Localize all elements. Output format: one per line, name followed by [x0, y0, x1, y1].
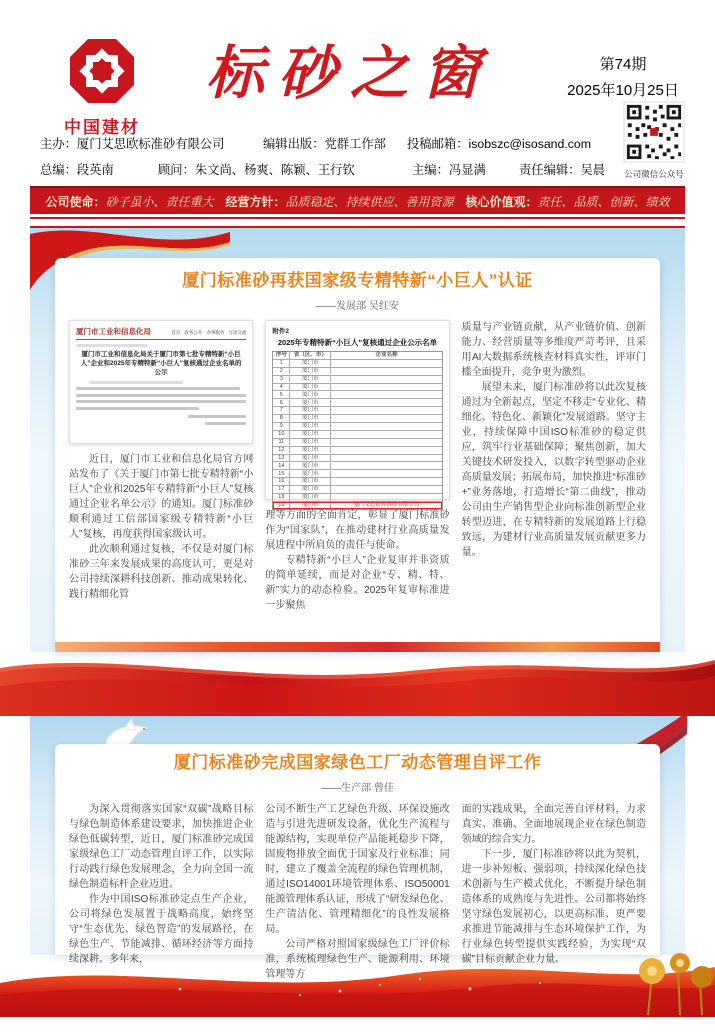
- row-region: 厦门市: [290, 384, 331, 391]
- cnbm-logo-icon: [67, 36, 137, 106]
- row-no: 15: [273, 471, 290, 478]
- row-no: 5: [273, 392, 290, 399]
- header-company: 企业名称: [375, 352, 398, 359]
- article1-paragraph: 近日，厦门市工业和信息化局官方网站发布了《关于厦门市第七批专精特新“小巨人”企业和2025年专精特新“小巨人”复核通过企业名单公示》的通知。厦门标准砂顺利通过工信部国家级专精特新“小巨人”复核，再度获得国家级认可。: [69, 454, 254, 540]
- mission-value: 砂子虽小、责任重大: [105, 194, 214, 209]
- row-region: 厦门市: [290, 502, 331, 509]
- gov-text-line: [76, 387, 240, 390]
- article2-card: [55, 744, 660, 980]
- table-row: [273, 391, 441, 399]
- article2-paragraph: 下一步，厦门标准砂将以此为契机，进一步补短板、强弱项，持续深化绿色技术创新与生产模式优化，不断提升绿色制造体系的成熟度与先进性。公司都将始终坚守绿色发展初心，以更高标准、更严要求推进节能减排与生态环境保护工作，为行业绿色转型提供实践经验，为实现“双碳”目标贡献企业力量。: [461, 849, 646, 965]
- article2-paragraph: 为深入贯彻落实国家“双碳”战略目标与绿色制造体系建设要求，加快推进企业绿色低碳转型，近日，厦门标准砂完成国家级绿色工厂动态管理自评工作，以实际行动践行绿色发展理念，全力向全国一流绿色制造标杆企业迈进。: [69, 804, 254, 890]
- table-row: [273, 486, 441, 494]
- table-row: [273, 415, 441, 423]
- gov-site-name: 厦门市工业和信息化局: [76, 327, 151, 336]
- table-row: [273, 360, 441, 368]
- row-region: 厦门市: [290, 439, 331, 446]
- article1-paragraph: 理等方面的全面肯定，彰显了厦门标准砂作为“国家队”，在推动建材行业高质量发展进程中所肩负的责任与使命。: [265, 510, 450, 551]
- issue-number: 第74期: [599, 56, 647, 73]
- article1-title: 厦门标准砂再获国家级专精特新“小巨人”认证: [182, 271, 533, 290]
- table-row: [273, 494, 441, 502]
- article1-columns: [69, 320, 646, 613]
- row-region: 厦门市: [290, 360, 331, 367]
- gov-nav-interaction: 互动交流: [228, 330, 247, 335]
- article1-byline: ——发展部 吴红安: [316, 301, 399, 312]
- gov-nav-disclosure: 政务公开: [184, 330, 203, 335]
- bottom-red-wave-graphic: [0, 955, 715, 1017]
- row-no: 9: [273, 423, 290, 430]
- row-no: 12: [273, 447, 290, 454]
- policy-item: [225, 193, 453, 210]
- article1-col2: [265, 320, 449, 613]
- article2-paragraph: 作为中国ISO标准砂定点生产企业，公司将绿色发展置于战略高度，始终坚守“生态优先、绿色智造”的发展路径，在绿色生产、节能减排、循环经济等方面持续深耕。多年来，: [69, 894, 254, 965]
- table-row: [273, 470, 441, 478]
- article2-byline: ——生产部 曾佳: [321, 783, 394, 794]
- table-row: [273, 502, 441, 509]
- company-values-banner: [30, 186, 685, 214]
- row-region: 厦门市: [290, 447, 331, 454]
- wechat-qr: [621, 102, 687, 180]
- table-row: [273, 384, 441, 392]
- table-row: [273, 447, 441, 455]
- article1-paragraph: 此次顺利通过复核，不仅是对厦门标准砂三年来发展成果的高度认可，更是对公司持续深耕科技创新、推动成果转化、践行精细化管: [69, 544, 254, 600]
- double-rule-divider: [30, 217, 685, 228]
- masthead: [0, 0, 715, 186]
- row-no: 1: [273, 360, 290, 367]
- red-silk-ribbon-divider: [0, 652, 715, 716]
- masthead-info-editor: 主编：冯显满: [412, 163, 486, 177]
- row-region: 厦门市: [290, 368, 331, 375]
- row-company: 厦门艾思欧标准砂有限公司: [353, 502, 420, 509]
- row-no: 3: [273, 376, 290, 383]
- gov-nav-home: 首页: [171, 330, 181, 335]
- table-header-row: [273, 352, 441, 360]
- table-row: [273, 431, 441, 439]
- core-values-label: 核心价值观：: [465, 194, 538, 209]
- row-no: 2: [273, 368, 290, 375]
- article2-section: [30, 716, 685, 980]
- row-region: 厦门市: [290, 463, 331, 470]
- row-no: 4: [273, 384, 290, 391]
- mission-label: 公司使命：: [45, 194, 106, 209]
- article1-paragraph: 质量与产业链贡献，从产业链价值、创新能力、经营质量等多维度严苛考评，且采用AI大数据系统核查材料真实性，评审门槛全面提升，竞争更为激烈。: [461, 322, 646, 378]
- gov-site-nav: [171, 330, 246, 336]
- row-no: 16: [273, 478, 290, 485]
- gov-text-line: [76, 400, 246, 403]
- gov-website-screenshot: [69, 320, 253, 444]
- qr-code-icon: [624, 102, 684, 162]
- newsletter-title: 标砂之窗: [205, 39, 494, 107]
- cnbm-logo: [60, 36, 144, 138]
- logo-text: 中国建材: [64, 118, 140, 137]
- row-region: 厦门市: [290, 392, 331, 399]
- row-region: 厦门市: [290, 455, 331, 462]
- qr-caption: 公司微信公众号: [624, 169, 684, 179]
- gov-text-line: [76, 394, 246, 397]
- row-no: 10: [273, 431, 290, 438]
- gov-nav-services: 办事服务: [206, 330, 225, 335]
- core-values-value: 责任、品质、创新、绩效: [537, 194, 670, 209]
- policy-value: 品质稳定、持续供应、善用资源: [285, 194, 454, 209]
- company-list-table-image: [265, 320, 449, 509]
- row-region: 厦门市: [290, 415, 331, 422]
- company-table: [272, 351, 442, 510]
- row-region: 厦门市: [290, 423, 331, 430]
- masthead-info-chief-editor: 总编：段英南: [40, 163, 114, 177]
- row-no: 8: [273, 415, 290, 422]
- table-title: 2025年专精特新“小巨人”复核通过企业公示名单: [277, 338, 438, 347]
- policy-label: 经营方针：: [225, 194, 286, 209]
- gov-notice-title: 厦门市工业和信息化局关于厦门市第七批专精特新“小巨人”企业和2025年专精特新“小巨人”复核通过企业名单的公示: [80, 351, 242, 376]
- row-region: 厦门市: [290, 494, 331, 501]
- table-row: [273, 455, 441, 463]
- row-no: 14: [273, 463, 290, 470]
- article1-col3: [462, 320, 646, 613]
- gov-text-line: [76, 407, 199, 410]
- row-region: 厦门市: [290, 431, 331, 438]
- gov-signature-line: [188, 415, 246, 418]
- row-region: 厦门市: [290, 400, 331, 407]
- table-row: [273, 478, 441, 486]
- row-region: 厦门市: [290, 407, 331, 414]
- table-row: [273, 423, 441, 431]
- row-no: 19: [273, 502, 290, 509]
- article1-paragraph: 专精特新“小巨人”企业复审并非资质的简单延续，而是对企业“专、精、特、新”实力的动态检验。2025年复审标准进一步聚焦: [265, 555, 450, 611]
- table-row: [273, 439, 441, 447]
- row-no: 6: [273, 400, 290, 407]
- table-row: [273, 368, 441, 376]
- article1-card: [55, 258, 660, 652]
- issue-info: [548, 52, 698, 105]
- row-no: 11: [273, 439, 290, 446]
- mission-item: [45, 193, 213, 210]
- article1-section: [30, 228, 685, 652]
- attachment-label: 附件2: [272, 328, 289, 335]
- article2-title: 厦门标准砂完成国家绿色工厂动态管理自评工作: [173, 753, 542, 772]
- header-no: 序号: [273, 352, 290, 359]
- table-row: [273, 399, 441, 407]
- row-no: 18: [273, 494, 290, 501]
- core-values-item: [466, 193, 670, 210]
- article1-col1: [69, 320, 253, 613]
- masthead-info-advisors: 顾问：朱文尚、杨爽、陈颖、王行钦: [158, 163, 355, 177]
- table-row: [273, 376, 441, 384]
- row-region: 厦门市: [290, 376, 331, 383]
- masthead-info-duty-editor: 责任编辑：吴晨: [519, 163, 606, 177]
- table-row: [273, 407, 441, 415]
- skyline-graphic: [55, 642, 660, 652]
- article2-paragraph: 公司严格对照国家级绿色工厂评价标准，系统梳理绿色生产、能源利用、环境管理等方: [265, 939, 450, 980]
- issue-date: 2025年10月25日: [567, 82, 679, 100]
- masthead-info-publisher: 编辑出版：党群工作部: [263, 137, 386, 151]
- article2-paragraph: 面的实践成果，全面完善自评材料，力求真实、准确、全面地展现企业在绿色制造领域的综合实力。: [461, 804, 646, 845]
- gov-signature-placeholder: [76, 414, 246, 427]
- row-no: 7: [273, 407, 290, 414]
- row-no: 17: [273, 486, 290, 493]
- row-region: 厦门市: [290, 478, 331, 485]
- row-region: 厦门市: [290, 486, 331, 493]
- masthead-info-email: 投稿邮箱：isobszc@isosand.com: [407, 137, 592, 151]
- row-no: 13: [273, 455, 290, 462]
- header-region: 省（区、市）: [290, 352, 331, 359]
- gov-site-header: [76, 326, 246, 340]
- row-region: 厦门市: [290, 471, 331, 478]
- masthead-info-organizer: 主办：厦门艾思欧标准砂有限公司: [40, 137, 225, 151]
- article1-paragraph: 展望未来，厦门标准砂将以此次复核通过为全新起点，坚定不移走“专业化、精细化、特色化、新颖化”发展道路。坚守主业，持续保障中国ISO标准砂的稳定供应，筑牢行业基础保障；聚焦创新，加大关键技术研发投入，以数字转型驱动企业高质量发展；拓展布局，加快推进“标准砂+”业务落地，打造增长“第二曲线”，推动公司由生产销售型企业向标准创新型企业转型迈进，在专精特新的发展道路上行稳致远，为建材行业高质量发展贡献更多力量。: [461, 382, 646, 558]
- article2-paragraph: 公司不断生产工艺绿色升级、环保设施改造与引进先进研发设备，优化生产流程与能源结构，实现单位产品能耗稳步下降，固废物排放全面优于国家及行业标准；同时，建立了覆盖全流程的绿色管理机制，通过ISO14001环境管理体系、ISO50001能源管理体系认证，形成了“研发绿色化、生产清洁化、管理精细化”的良性发展格局。: [265, 804, 450, 935]
- table-body: [273, 360, 441, 509]
- gov-notice-meta-placeholder: [76, 381, 246, 384]
- gov-breadcrumb-placeholder: [76, 344, 246, 347]
- gov-signature-line: [205, 422, 246, 425]
- table-row: [273, 462, 441, 470]
